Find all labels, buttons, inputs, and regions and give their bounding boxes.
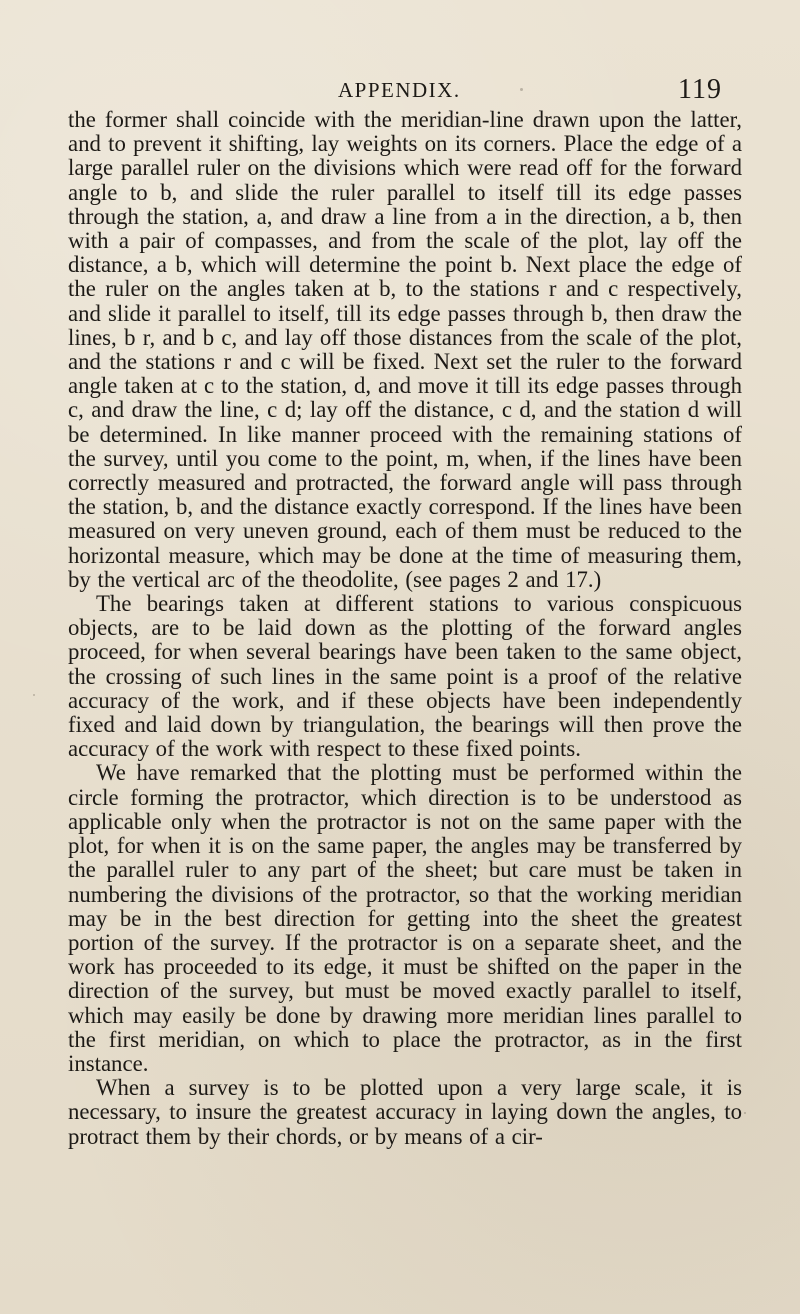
running-head [68,74,742,106]
paragraph-4: When a survey is to be plotted upon a very large scale, it is necessary, to insure the greatest accuracy in laying down the angles, to protract them by their chords, or by means of a cir- [68,1075,742,1149]
running-head-title: APPENDIX. [338,78,461,102]
body-text [68,108,742,1149]
paragraph-3: We have remarked that the plotting must be performed within the circle forming the protractor, which direction is to be understood as applicable only when the protractor is not on the same paper with the plot, for when it is on the same paper, the angles may be transferred by the parallel ruler to any part of the sheet; but care must be taken in numbering the divisions of the protractor, so that the working meridian may be in the best direction for getting into the sheet the greatest portion of the survey. If the protractor is on a separate sheet, and the work has proceeded to its edge, it must be shifted on the paper in the direction of the survey, but must be moved exactly parallel to itself, which may easily be done by drawing more meridian lines parallel to the first meridian, on which to place the protractor, as in the first instance. [68,760,742,1076]
paper-speck [744,1112,746,1114]
page-number: 119 [678,74,722,105]
paragraph-2: The bearings taken at different stations to various conspicuous objects, are to be laid down as the plotting of the forward angles proceed, for when several bearings have been taken to the same object, the crossing of such lines in the same point is a proof of the relative accuracy of the work, and if these objects have been independently fixed and laid down by triangulation, the bearings will then prove the accuracy of the work with respect to these fixed points. [68,591,742,762]
paper-speck [520,88,523,91]
paper-speck [33,694,35,696]
paragraph-1: the former shall coincide with the meridian-line drawn upon the latter, and to prevent it shifting, lay weights on its corners. Place the edge of a large parallel ruler on the divisions which were read off for the forward angle to b, and slide the ruler parallel to itself till its edge passes through the station, a, and draw a line from a in the direction, a b, then with a pair of compasses, and from the scale of the plot, lay off the distance, a b, which will determine the point b. Next place the edge of the ruler on the angles taken at b, to the stations r and c respectively, and slide it parallel to itself, till its edge passes through b, then draw the lines, b r, and b c, and lay off those distances from the scale of the plot, and the stations r and c will be fixed. Next set the ruler to the forward angle taken at c to the station, d, and move it till its edge passes through c, and draw the line, c d; lay off the distance, c d, and the station d will be determined. In like manner proceed with the remaining stations of the survey, until you come to the point, m, when, if the lines have been correctly measured and protracted, the forward angle will pass through the station, b, and the distance exactly correspond. If the lines have been measured on very uneven ground, each of them must be reduced to the horizontal measure, which may be done at the time of measuring them, by the vertical arc of the theodolite, (see pages 2 and 17.) [68,107,742,592]
